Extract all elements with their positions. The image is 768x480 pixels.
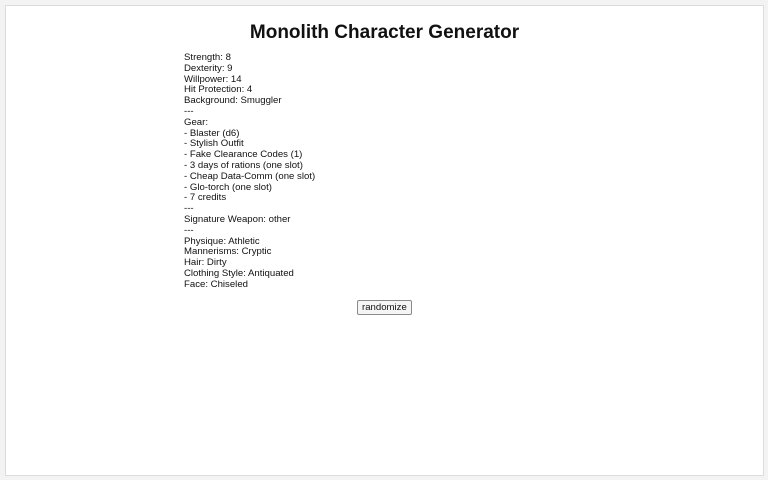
character-line: Gear:	[184, 116, 208, 128]
page-title: Monolith Character Generator	[249, 22, 520, 43]
page-container	[5, 5, 764, 476]
character-line: - Glo-torch (one slot)	[184, 181, 272, 193]
character-line: - Cheap Data-Comm (one slot)	[184, 170, 316, 182]
character-line: Hit Protection: 4	[184, 84, 253, 96]
character-line: Signature Weapon: other	[184, 213, 291, 225]
character-sheet	[184, 53, 315, 291]
character-line: Willpower: 14	[184, 73, 242, 85]
character-line: - Fake Clearance Codes (1)	[184, 149, 303, 161]
character-line: Physique: Athletic	[184, 235, 260, 247]
character-line: Background: Smuggler	[184, 95, 282, 107]
character-line: Face: Chiseled	[184, 278, 248, 290]
character-line: Mannerisms: Cryptic	[184, 246, 272, 258]
character-line: Strength: 8	[184, 52, 231, 63]
character-line: - 7 credits	[184, 192, 227, 204]
randomize-button[interactable]: randomize	[357, 300, 412, 315]
character-line: Dexterity: 9	[184, 62, 233, 74]
character-line: - 3 days of rations (one slot)	[184, 159, 303, 171]
character-line: Clothing Style: Antiquated	[184, 267, 294, 279]
character-line: Hair: Dirty	[184, 257, 227, 269]
character-line: ---	[184, 203, 194, 215]
character-line: ---	[184, 105, 194, 117]
character-line: - Stylish Outfit	[184, 138, 244, 150]
character-line: ---	[184, 224, 194, 236]
character-line: - Blaster (d6)	[184, 127, 240, 139]
